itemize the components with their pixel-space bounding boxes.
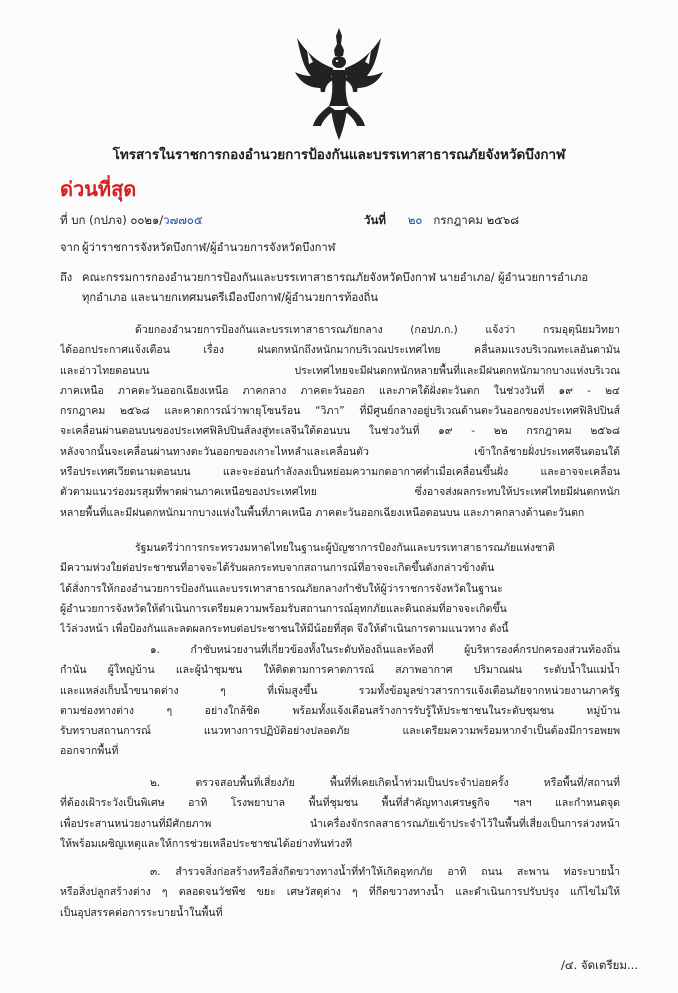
paragraph-line: ด้วยกองอำนวยการป้องกันและบรรเทาสาธารณภัยกลาง (กอปภ.ก.) แจ้งว่า กรมอุตุนิยมวิทยา bbox=[135, 324, 620, 336]
paragraph-line: หรือสิ่งปลูกสร้างต่าง ๆ ตลอดจนวัชพืช ขยะ เศษวัสดุต่าง ๆ ที่กีดขวางทางน้ำ และดำเนินการปรับปรุง แก้ไขไม่ให้ bbox=[60, 886, 620, 899]
to-line-2: ทุกอำเภอ และนายกเทศมนตรีเมืองบึงกาฬ/ผู้อำนวยการท้องถิ่น bbox=[82, 291, 379, 304]
paragraph-line: ให้พร้อมเผชิญเหตุและให้การช่วยเหลือประชาชนได้อย่างทันท่วงที bbox=[60, 837, 353, 850]
paragraph-line: ๒. ตรวจสอบพื้นที่เสี่ยงภัย พื้นที่ที่เคยเกิดน้ำท่วมเป็นประจำบ่อยครั้ง หรือพื้นที่/สถานที่ bbox=[150, 777, 620, 789]
paragraph-line: ออกจากพื้นที่ bbox=[60, 745, 119, 758]
list-item-2 bbox=[60, 773, 620, 854]
reference-handwritten-number: ว๗๗๐๕ bbox=[163, 213, 203, 227]
paragraph-line: เป็นอุปสรรคต่อการระบายน้ำในพื้นที่ bbox=[60, 906, 223, 919]
paragraph-line: กรกฎาคม ๒๕๖๘ และคาดการณ์ว่าพายุโซนร้อน “วิภา” ที่มีศูนย์กลางอยู่บริเวณด้านตะวันออกของประเทศฟิลิปปินส์ bbox=[60, 405, 620, 418]
date-month-year: กรกฎาคม ๒๕๖๘ bbox=[433, 213, 520, 227]
paragraph-line: ตามช่องทางต่าง ๆ อย่างใกล้ชิด พร้อมทั้งแจ้งเตือนสร้างการรับรู้ให้ประชาชนในระดับชุมชน หมู่บ้าน bbox=[60, 704, 620, 717]
from-label: จาก bbox=[60, 241, 80, 254]
paragraph-line: รับทราบสถานการณ์ แนวทางการปฏิบัติอย่างปลอดภัย และเตรียมความพร้อมหากจำเป็นต้องมีการอพยพ bbox=[60, 725, 620, 738]
paragraph-line: หลังจากนั้นจะเคลื่อนผ่านทางตะวันออกของเกาะไหหลำและเคลื่อนตัว เข้าใกล้ชายฝั่งประเทศจีนตอนใต้ bbox=[60, 445, 620, 458]
to-block bbox=[60, 268, 620, 308]
paragraph-line: ตัวตามแนวร่องมรสุมที่พาดผ่านภาคเหนือของประเทศไทย ซึ่งอาจส่งผลกระทบให้ประเทศไทยมีฝนตกหนัก bbox=[60, 486, 620, 499]
paragraph-line: ผู้อำนวยการจังหวัดให้ดำเนินการเตรียมความพร้อมรับสถานการณ์อุทกภัยและดินถล่มที่อาจจะเกิดขึ้น bbox=[60, 602, 507, 615]
paragraph-line: ๑. กำชับหน่วยงานที่เกี่ยวข้องทั้งในระดับท้องถิ่นและท้องที่ ผู้บริหารองค์กรปกครองส่วนท้องถิ่น bbox=[150, 644, 620, 656]
from-text: ผู้ว่าราชการจังหวัดบึงกาฬ/ผู้อำนวยการจังหวัดบึงกาฬ bbox=[82, 241, 336, 254]
document-date bbox=[364, 212, 519, 230]
paragraph-line: ได้ออกประกาศแจ้งเตือน เรื่อง ฝนตกหนักถึงหนักมากบริเวณประเทศไทย คลื่นลมแรงบริเวณทะเลอันดามัน bbox=[60, 344, 620, 357]
paragraph-line: หลายพื้นที่และมีฝนตกหนักมากบางแห่งในพื้นที่ภาคเหนือ ภาคตะวันออกเฉียงเหนือตอนบน และภาคกลางด้านตะวันตก bbox=[60, 506, 585, 519]
paragraph-line: กำนัน ผู้ใหญ่บ้าน และผู้นำชุมชน ให้ติดตามการคาดการณ์ สภาพอากาศ ปริมาณฝน ระดับน้ำในแม่น้ำ bbox=[60, 664, 620, 677]
paragraph-line: ไว้ล่วงหน้า เพื่อป้องกันและลดผลกระทบต่อประชาชนให้มีน้อยที่สุด จึงให้ดำเนินการตามแนวทาง ดังนี้ bbox=[60, 623, 509, 636]
reference-prefix: ที่ บก (กปภจ) ๐๐๒๑/ bbox=[60, 213, 164, 227]
date-day: ๒๐ bbox=[407, 213, 423, 227]
reference-number bbox=[60, 212, 203, 230]
to-label: ถึง bbox=[60, 271, 73, 284]
document-heading: โทรสารในราชการกองอำนวยการป้องกันและบรรเทาสาธารณภัยจังหวัดบึงกาฬ bbox=[112, 147, 566, 163]
paragraph-line: ที่ต้องเฝ้าระวังเป็นพิเศษ อาทิ โรงพยาบาล พื้นที่ชุมชน พื้นที่สำคัญทางเศรษฐกิจ ฯลฯ และกำหนดจุด bbox=[60, 797, 620, 810]
paragraph-line: ภาคเหนือ ภาคตะวันออกเฉียงเหนือ ภาคกลาง ภาคตะวันออก และภาคใต้ฝั่งตะวันตก ในช่วงวันที่ ๑๙ - ๒๔ bbox=[60, 384, 620, 397]
urgency-label: ด่วนที่สุด bbox=[60, 177, 137, 201]
paragraph-line: หรือประเทศเวียดนามตอนบน และจะอ่อนกำลังลงเป็นหย่อมความกดอากาศต่ำเมื่อเคลื่อนขึ้นฝั่ง และอาจจะเคลื่อน bbox=[60, 466, 620, 479]
date-label: วันที่ bbox=[364, 213, 386, 227]
list-item-3 bbox=[60, 862, 620, 923]
from-line bbox=[60, 238, 620, 258]
paragraph-minister-instruction bbox=[60, 538, 620, 639]
paragraph-line: และแหล่งเก็บน้ำขนาดต่าง ๆ ที่เพิ่มสูงขึ้น รวมทั้งข้อมูลข่าวสารการแจ้งเตือนภัยจากหน่วยงานภาครัฐ bbox=[60, 684, 620, 697]
paragraph-line: เพื่อประสานหน่วยงานที่มีศักยภาพ นำเครื่องจักรกลสาธารณภัยเข้าประจำไว้ในพื้นที่เสี่ยงเป็นการล่วงหน้า bbox=[60, 817, 620, 830]
paragraph-line: ได้สั่งการให้กองอำนวยการป้องกันและบรรเทาสาธารณภัยกลางกำชับให้ผู้ว่าราชการจังหวัดในฐานะ bbox=[60, 582, 503, 595]
paragraph-line: รัฐมนตรีว่าการกระทรวงมหาดไทยในฐานะผู้บัญชาการป้องกันและบรรเทาสาธารณภัยแห่งชาติ bbox=[135, 542, 555, 554]
list-item-1 bbox=[60, 640, 620, 762]
paragraph-line: และอ่าวไทยตอนบน ประเทศไทยจะมีฝนตกหนักหลายพื้นที่และมีฝนตกหนักมากบางแห่งบริเวณ bbox=[60, 364, 620, 377]
paragraph-line: จะเคลื่อนผ่านตอนบนของประเทศฟิลิปปินส์ลงสู่ทะเลจีนใต้ตอนบน ในช่วงวันที่ ๑๙ - ๒๒ กรกฎาคม ๒๕๖๘ bbox=[60, 425, 620, 438]
to-line-1: คณะกรรมการกองอำนวยการป้องกันและบรรเทาสาธารณภัยจังหวัดบึงกาฬ นายอำเภอ/ ผู้อำนวยการอำเภอ bbox=[82, 271, 589, 284]
garuda-emblem-icon bbox=[291, 26, 387, 142]
paragraph-line: ๓. สำรวจสิ่งก่อสร้างหรือสิ่งกีดขวางทางน้ำที่ทำให้เกิดอุทกภัย อาทิ ถนน สะพาน ท่อระบายน้ำ bbox=[150, 866, 620, 878]
paragraph-line: มีความห่วงใยต่อประชาชนที่อาจจะได้รับผลกระทบจากสถานการณ์ที่อาจจะเกิดขึ้นดังกล่าวข้างต้น bbox=[60, 562, 495, 575]
continued-footer: /๔. จัดเตรียม... bbox=[561, 958, 638, 972]
paragraph-weather-warning bbox=[60, 320, 620, 523]
